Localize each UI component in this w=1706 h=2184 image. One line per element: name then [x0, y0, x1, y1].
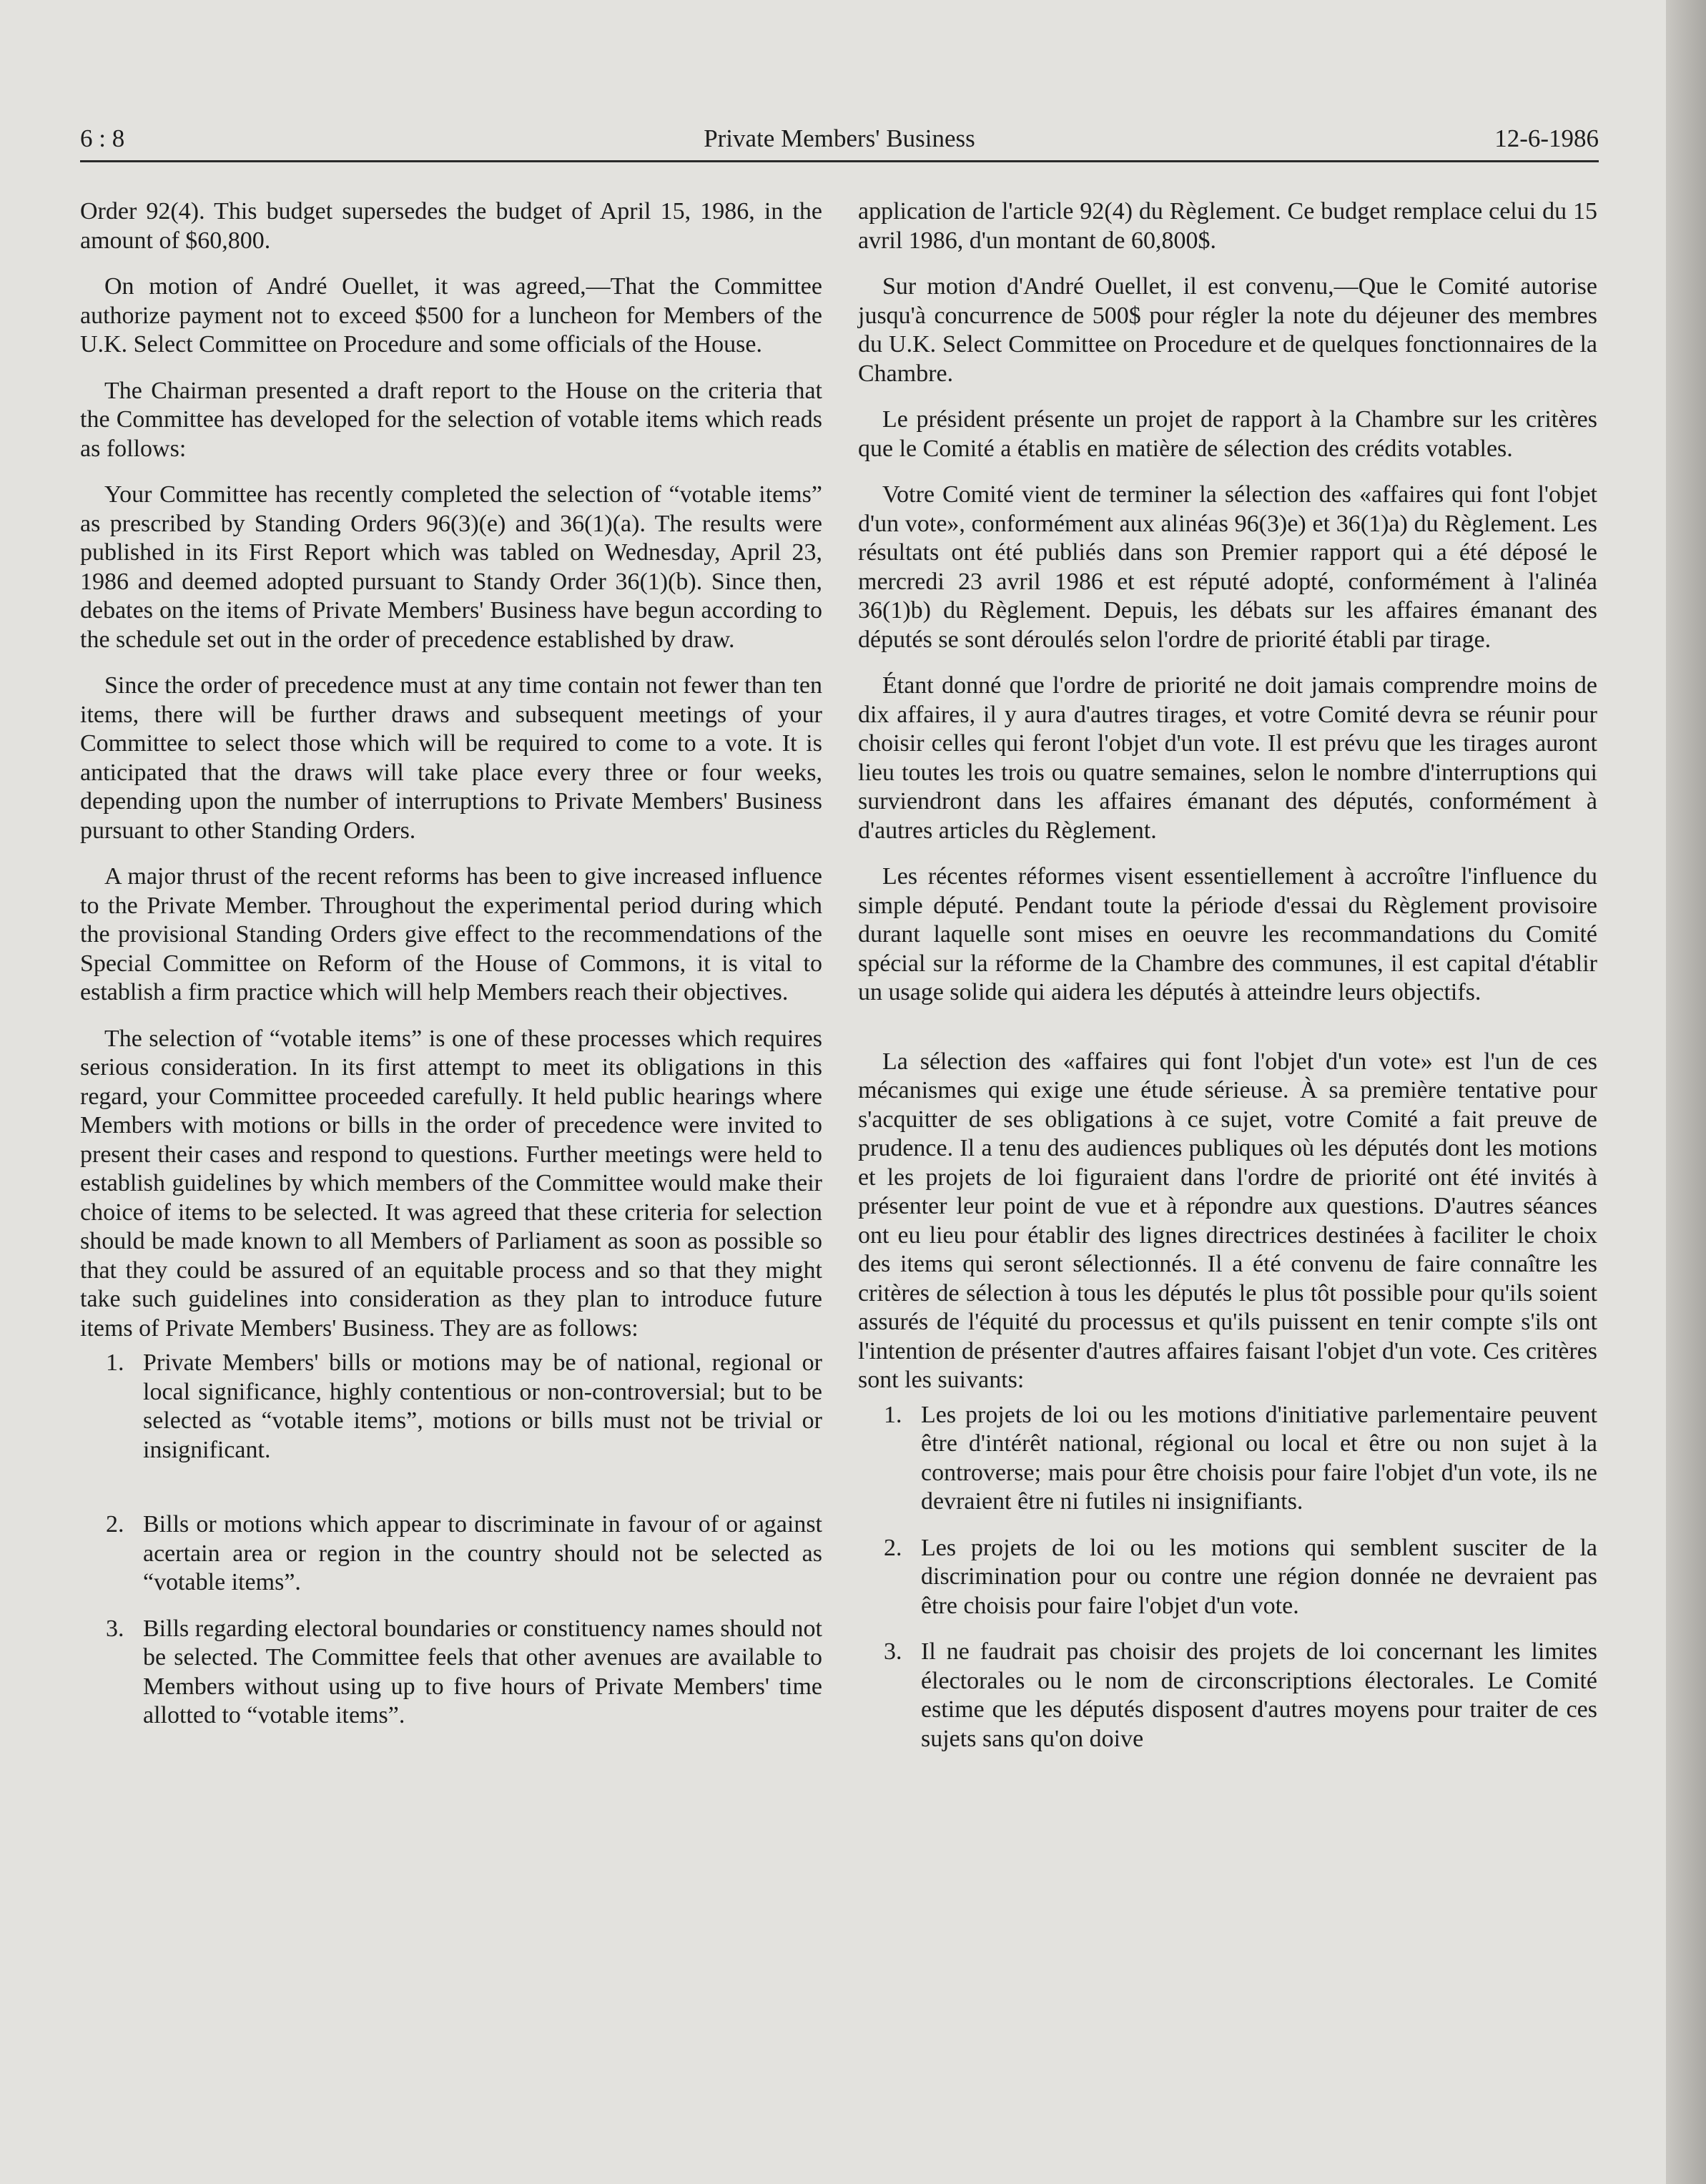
english-column: [80, 197, 822, 1748]
list-number: 2.: [106, 1511, 124, 1538]
list-number: 1.: [884, 1401, 902, 1428]
list-number: 1.: [106, 1349, 124, 1376]
list-item: [80, 1510, 822, 1598]
list-item-text: Bills regarding electoral boundaries or constituency names should not be selected. The Committee feels that other avenues are available to Members without using up to five hours of Private Members' time allotted to “votable items”.: [143, 1615, 822, 1728]
list-item-text: Private Members' bills or motions may be of national, regional or local significance, highly contentious or non-controversial; but to be selected as “votable items”, motions or bills must not be trivial or insignificant.: [143, 1349, 822, 1463]
paragraph: Votre Comité vient de terminer la sélection des «affaires qui font l'objet d'un vote», conformément aux alinéas 96(3)e) et 36(1)a) du Règlement. Les résultats ont été publiés dans son Premier rapport qui a été déposé le mercredi 23 avril 1986 et est réputé adopté, conformément à l'alinéa 36(1)b) du Règlement. Depuis, les débats sur les affaires émanant des députés se sont déroulés selon l'ordre de priorité établi par tirage.: [858, 481, 1597, 653]
list-item-text: Les projets de loi ou les motions d'initiative parlementaire peuvent être d'intérêt national, régional ou local et être ou non sujet à la controverse; mais pour être choisis pour faire l'objet d'un vote, ils ne devraient être ni futiles ni insignifiants.: [921, 1401, 1597, 1515]
paragraph: The selection of “votable items” is one of these processes which requires serious consideration. In its first attempt to meet its obligations in this regard, your Committee proceeded carefully. It held public hearings where Members with motions or bills in the order of precedence were invited to present their cases and respond to questions. Further meetings were held to establish guidelines by which members of the Committee would make their choice of items to be selected. It was agreed that these criteria for selection should be made known to all Members of Parliament as soon as possible so that they could be assured of an equitable process and so that they might take such guidelines into consideration as they plan to introduce future items of Private Members' Business. They are as follows:: [80, 1025, 822, 1342]
list-item-text: Il ne faudrait pas choisir des projets de loi concernant les limites électorales ou le nom de circonscriptions électorales. Le Comité estime que les députés disposent d'autres moyens pour traiter de ces sujets sans qu'on doive: [921, 1638, 1597, 1752]
header-date: 12-6-1986: [1494, 124, 1599, 152]
list-number: 3.: [884, 1638, 902, 1665]
list-item: [858, 1534, 1597, 1621]
page-number: 6 : 8: [80, 124, 125, 152]
paragraph: Since the order of precedence must at any time contain not fewer than ten items, there will be further draws and subsequent meetings of your Committee to select those which will be required to come to a vote. It is anticipated that the draws will take place every three or four weeks, depending upon the number of interruptions to Private Members' Business pursuant to other Standing Orders.: [80, 672, 822, 844]
paragraph: The Chairman presented a draft report to the House on the criteria that the Committee has developed for the selection of votable items which reads as follows:: [80, 377, 822, 462]
criteria-list: [80, 1349, 822, 1731]
paragraph: La sélection des «affaires qui font l'objet d'un vote» est l'un de ces mécanismes qui exige une étude sérieuse. À sa première tentative pour s'acquitter de ses obligations à ce sujet, votre Comité a fait preuve de prudence. Il a tenu des audiences publiques où les députés dont les motions et les projets de loi figuraient dans l'ordre de priorité ont été invités à présenter leur point de vue et à répondre aux questions. D'autres séances ont eu lieu pour établir des lignes directrices destinées à faciliter le choix des items qui seront sélectionnés. Il a été convenu de faire connaître les critères de sélection à tous les députés le plus tôt possible pour qu'ils soient assurés de l'équité du processus et qu'ils puissent en tenir compte s'ils ont l'intention de présenter d'autres affaires faisant l'objet d'un vote. Ces critères sont les suivants:: [858, 1048, 1597, 1393]
paragraph: Sur motion d'André Ouellet, il est convenu,—Que le Comité autorise jusqu'à concurrence de 500$ pour régler la note du déjeuner des membres du U.K. Select Committee on Procedure et de quelques fonctionnaires de la Chambre.: [858, 273, 1597, 387]
page-edge-shadow: [1666, 0, 1706, 2184]
paragraph: application de l'article 92(4) du Règlement. Ce budget remplace celui du 15 avril 1986, d'un montant de 60,800$.: [858, 198, 1597, 254]
french-column: [858, 197, 1597, 1771]
list-number: 2.: [884, 1534, 902, 1561]
list-item-text: Bills or motions which appear to discriminate in favour of or against acertain area or region in the country should not be selected as “votable items”.: [143, 1511, 822, 1595]
paragraph: On motion of André Ouellet, it was agreed,—That the Committee authorize payment not to exceed $500 for a luncheon for Members of the U.K. Select Committee on Procedure and some officials of the House.: [80, 273, 822, 358]
list-item-text: Les projets de loi ou les motions qui semblent susciter de la discrimination pour ou contre une région donnée ne devraient pas être choisis pour faire l'objet d'un vote.: [921, 1534, 1597, 1619]
list-item: [80, 1349, 822, 1465]
paragraph: Les récentes réformes visent essentiellement à accroître l'influence du simple député. Pendant toute la période d'essai du Règlement provisoire durant laquelle sont mises en oeuvre les recommandations du Comité spécial sur la réforme de la Chambre des communes, il est capital d'établir un usage solide qui aidera les députés à atteindre leurs objectifs.: [858, 863, 1597, 1005]
list-item: [858, 1638, 1597, 1753]
page-header: [80, 120, 1599, 162]
paragraph: Order 92(4). This budget supersedes the budget of April 15, 1986, in the amount of $60,800.: [80, 198, 822, 254]
paragraph: Étant donné que l'ordre de priorité ne doit jamais comprendre moins de dix affaires, il y aura d'autres tirages, et votre Comité devra se réunir pour choisir celles qui feront l'objet d'un vote. Il est prévu que les tirages auront lieu toutes les trois ou quatre semaines, selon le nombre d'interruptions qui surviendront dans les affaires émanant des députés, conformément à d'autres articles du Règlement.: [858, 672, 1597, 844]
running-title: Private Members' Business: [704, 124, 975, 152]
list-number: 3.: [106, 1615, 124, 1642]
list-item: [858, 1401, 1597, 1517]
paragraph: A major thrust of the recent reforms has been to give increased influence to the Private Member. Throughout the experimental period during which the provisional Standing Orders give effect to the recommendations of the Special Committee on Reform of the House of Commons, it is vital to establish a firm practice which will help Members reach their objectives.: [80, 863, 822, 1005]
criteria-list: [858, 1401, 1597, 1754]
paragraph: Le président présente un projet de rapport à la Chambre sur les critères que le Comité a établis en matière de sélection des crédits votables.: [858, 406, 1597, 462]
paragraph: Your Committee has recently completed the selection of “votable items” as prescribed by Standing Orders 96(3)(e) and 36(1)(a). The results were published in its First Report which was tabled on Wednesday, April 23, 1986 and deemed adopted pursuant to Standy Order 36(1)(b). Since then, debates on the items of Private Members' Business have begun according to the schedule set out in the order of precedence established by draw.: [80, 481, 822, 653]
list-item: [80, 1615, 822, 1731]
